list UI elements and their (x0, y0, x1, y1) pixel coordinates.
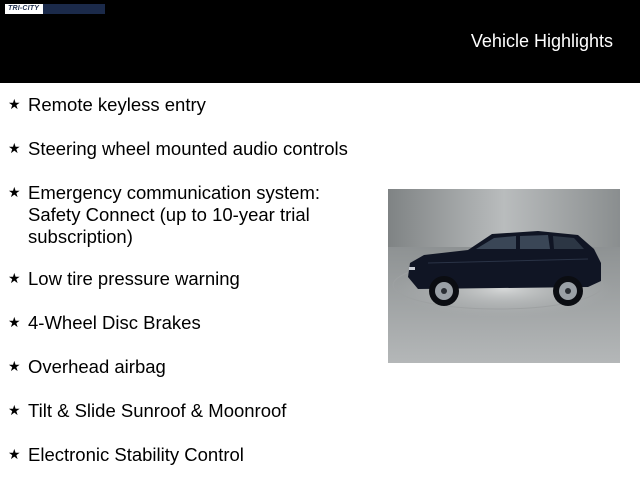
feature-item (6, 444, 376, 466)
feature-text: Low tire pressure warning (28, 268, 240, 289)
star-icon: ★ (8, 314, 21, 330)
feature-item (6, 94, 376, 116)
feature-text: Tilt & Slide Sunroof & Moonroof (28, 400, 287, 421)
feature-item (6, 312, 376, 334)
feature-text: Remote keyless entry (28, 94, 206, 115)
feature-text: Emergency communication system: Safety Connect (up to 10-year trial subscription) (28, 182, 320, 247)
feature-item (6, 356, 376, 378)
feature-text: 4-Wheel Disc Brakes (28, 312, 201, 333)
vehicle-illustration (388, 189, 620, 363)
star-icon: ★ (8, 96, 21, 112)
star-icon: ★ (8, 184, 21, 200)
feature-text: Electronic Stability Control (28, 444, 244, 465)
header-bar (0, 0, 640, 83)
feature-text: Steering wheel mounted audio controls (28, 138, 348, 159)
page-title: Vehicle Highlights (470, 31, 613, 51)
star-icon: ★ (8, 358, 21, 374)
vehicle-window-rear (520, 235, 550, 249)
feature-item (6, 268, 376, 290)
vehicle-headlight (409, 267, 415, 270)
dealer-logo (5, 4, 105, 14)
star-icon: ★ (8, 140, 21, 156)
star-icon: ★ (8, 446, 21, 462)
star-icon: ★ (8, 402, 21, 418)
vehicle-photo (388, 189, 620, 363)
feature-item (6, 138, 376, 160)
feature-item (6, 182, 376, 248)
star-icon: ★ (8, 270, 21, 286)
dealer-logo-text: TRI-CITY (8, 5, 40, 12)
feature-text: Overhead airbag (28, 356, 166, 377)
feature-item (6, 400, 376, 422)
vehicle-hub-front (441, 288, 447, 294)
dealer-logo-tagline (43, 4, 105, 14)
vehicle-hub-rear (565, 288, 571, 294)
